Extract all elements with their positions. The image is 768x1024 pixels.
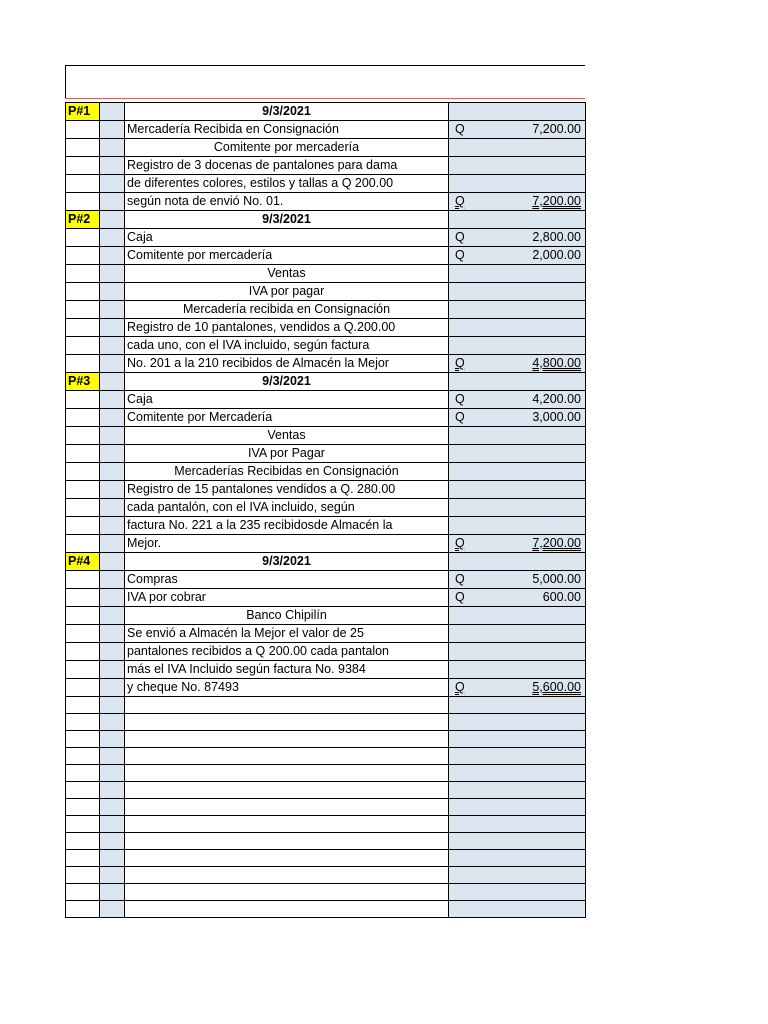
- description-cell[interactable]: cada uno, con el IVA incluido, según factura: [125, 337, 449, 355]
- table-row: [66, 589, 586, 607]
- blank-cell[interactable]: [100, 661, 125, 679]
- amount-cell[interactable]: [449, 731, 586, 748]
- amount-cell[interactable]: [449, 319, 586, 337]
- description-cell[interactable]: [125, 731, 449, 748]
- header-area: [65, 65, 585, 99]
- description-cell[interactable]: [125, 884, 449, 901]
- table-row: [66, 714, 586, 731]
- description-cell[interactable]: [125, 748, 449, 765]
- table-row: [66, 643, 586, 661]
- amount-cell[interactable]: [449, 445, 586, 463]
- journal-body: [66, 103, 586, 918]
- amount-value: [451, 121, 583, 138]
- blank-cell[interactable]: [100, 901, 125, 918]
- amount-value: [451, 355, 583, 372]
- description-cell[interactable]: Banco Chipilín: [125, 607, 449, 625]
- description-cell[interactable]: IVA por cobrar: [125, 589, 449, 607]
- amount-cell[interactable]: [449, 679, 586, 697]
- amount-cell[interactable]: [449, 301, 586, 319]
- amount-cell[interactable]: [449, 121, 586, 139]
- table-row: [66, 373, 586, 391]
- entry-number-cell[interactable]: [66, 661, 100, 679]
- amount-cell[interactable]: [449, 833, 586, 850]
- description-cell[interactable]: [125, 867, 449, 884]
- amount-cell[interactable]: [449, 867, 586, 884]
- amount-cell[interactable]: [449, 157, 586, 175]
- description-cell[interactable]: [125, 765, 449, 782]
- amount-number: 7,200.00: [532, 122, 581, 136]
- blank-cell[interactable]: [100, 175, 125, 193]
- entry-number-cell[interactable]: [66, 139, 100, 157]
- entry-number-cell[interactable]: [66, 679, 100, 697]
- table-row: [66, 427, 586, 445]
- currency-symbol: Q: [455, 590, 465, 604]
- entry-number-cell[interactable]: [66, 850, 100, 867]
- table-row: [66, 607, 586, 625]
- table-row: [66, 229, 586, 247]
- table-row: [66, 139, 586, 157]
- blank-cell[interactable]: [100, 319, 125, 337]
- entry-number-cell[interactable]: [66, 748, 100, 765]
- amount-cell[interactable]: [449, 643, 586, 661]
- description-cell[interactable]: Registro de 10 pantalones, vendidos a Q.200.00: [125, 319, 449, 337]
- entry-number-cell[interactable]: [66, 697, 100, 714]
- currency-symbol: Q: [455, 572, 465, 586]
- table-row: [66, 265, 586, 283]
- entry-number-cell[interactable]: [66, 867, 100, 884]
- description-cell[interactable]: 9/3/2021: [125, 553, 449, 571]
- table-row: [66, 409, 586, 427]
- amount-cell[interactable]: [449, 463, 586, 481]
- amount-value: [451, 679, 583, 696]
- amount-value: [451, 589, 583, 606]
- header-divider: [65, 98, 585, 99]
- description-cell[interactable]: [125, 782, 449, 799]
- description-cell[interactable]: de diferentes colores, estilos y tallas a Q 200.00: [125, 175, 449, 193]
- blank-cell[interactable]: [100, 714, 125, 731]
- amount-cell[interactable]: [449, 229, 586, 247]
- entry-number-cell[interactable]: [66, 517, 100, 535]
- amount-cell[interactable]: [449, 661, 586, 679]
- description-cell[interactable]: Mercadería Recibida en Consignación: [125, 121, 449, 139]
- description-cell[interactable]: No. 201 a la 210 recibidos de Almacén la Mejor: [125, 355, 449, 373]
- description-cell[interactable]: [125, 901, 449, 918]
- description-cell[interactable]: Mercaderías Recibidas en Consignación: [125, 463, 449, 481]
- table-row: [66, 247, 586, 265]
- table-row: [66, 850, 586, 867]
- table-row: [66, 731, 586, 748]
- entry-number-cell[interactable]: [66, 355, 100, 373]
- description-cell[interactable]: Registro de 15 pantalones vendidos a Q. 280.00: [125, 481, 449, 499]
- amount-number: 2,800.00: [532, 230, 581, 244]
- amount-value: [451, 391, 583, 408]
- description-cell[interactable]: Ventas: [125, 265, 449, 283]
- description-cell[interactable]: IVA por Pagar: [125, 445, 449, 463]
- description-cell[interactable]: Caja: [125, 391, 449, 409]
- blank-cell[interactable]: [100, 765, 125, 782]
- table-row: [66, 391, 586, 409]
- currency-symbol: Q: [455, 680, 465, 694]
- description-cell[interactable]: Compras: [125, 571, 449, 589]
- description-cell[interactable]: [125, 833, 449, 850]
- entry-number-cell[interactable]: [66, 265, 100, 283]
- entry-number-cell[interactable]: [66, 765, 100, 782]
- description-cell[interactable]: [125, 714, 449, 731]
- amount-cell[interactable]: [449, 427, 586, 445]
- blank-cell[interactable]: [100, 463, 125, 481]
- journal-table: [65, 102, 586, 918]
- blank-cell[interactable]: [100, 481, 125, 499]
- description-cell[interactable]: Comitente por mercadería: [125, 247, 449, 265]
- blank-cell[interactable]: [100, 643, 125, 661]
- amount-value: [451, 193, 583, 210]
- table-row: [66, 445, 586, 463]
- amount-cell[interactable]: [449, 714, 586, 731]
- description-cell[interactable]: y cheque No. 87493: [125, 679, 449, 697]
- blank-cell[interactable]: [100, 571, 125, 589]
- blank-cell[interactable]: [100, 833, 125, 850]
- entry-number-cell[interactable]: [66, 445, 100, 463]
- currency-symbol: Q: [455, 194, 465, 208]
- table-row: [66, 661, 586, 679]
- table-row: [66, 355, 586, 373]
- currency-symbol: Q: [455, 230, 465, 244]
- table-row: [66, 867, 586, 884]
- description-cell[interactable]: más el IVA Incluido según factura No. 9384: [125, 661, 449, 679]
- blank-cell[interactable]: [100, 337, 125, 355]
- description-cell[interactable]: Mejor.: [125, 535, 449, 553]
- entry-number-cell[interactable]: [66, 427, 100, 445]
- entry-number-cell[interactable]: [66, 571, 100, 589]
- currency-symbol: Q: [455, 410, 465, 424]
- blank-cell[interactable]: [100, 816, 125, 833]
- blank-cell[interactable]: [100, 427, 125, 445]
- blank-cell[interactable]: [100, 157, 125, 175]
- blank-cell[interactable]: [100, 499, 125, 517]
- entry-number-cell[interactable]: [66, 193, 100, 211]
- amount-cell[interactable]: [449, 625, 586, 643]
- description-cell[interactable]: cada pantalón, con el IVA incluido, según: [125, 499, 449, 517]
- table-row: [66, 571, 586, 589]
- amount-value: [451, 409, 583, 426]
- entry-number-cell[interactable]: [66, 121, 100, 139]
- description-cell[interactable]: Caja: [125, 229, 449, 247]
- blank-cell[interactable]: [100, 355, 125, 373]
- table-row: [66, 337, 586, 355]
- blank-cell[interactable]: [100, 625, 125, 643]
- amount-cell[interactable]: [449, 103, 586, 121]
- table-row: [66, 782, 586, 799]
- blank-cell[interactable]: [100, 867, 125, 884]
- description-cell[interactable]: IVA por pagar: [125, 283, 449, 301]
- description-cell[interactable]: [125, 697, 449, 714]
- currency-symbol: Q: [455, 536, 465, 550]
- description-cell[interactable]: factura No. 221 a la 235 recibidosde Almacén la: [125, 517, 449, 535]
- amount-number: 5,600.00: [532, 680, 581, 694]
- description-cell[interactable]: [125, 816, 449, 833]
- amount-cell[interactable]: [449, 901, 586, 918]
- blank-cell[interactable]: [100, 229, 125, 247]
- description-cell[interactable]: [125, 850, 449, 867]
- table-row: [66, 799, 586, 816]
- amount-cell[interactable]: [449, 499, 586, 517]
- description-cell[interactable]: [125, 799, 449, 816]
- entry-number-cell[interactable]: [66, 481, 100, 499]
- amount-number: 2,000.00: [532, 248, 581, 262]
- amount-cell[interactable]: [449, 373, 586, 391]
- entry-number-cell[interactable]: [66, 463, 100, 481]
- amount-cell[interactable]: [449, 884, 586, 901]
- amount-cell[interactable]: [449, 850, 586, 867]
- table-row: [66, 884, 586, 901]
- amount-cell[interactable]: [449, 816, 586, 833]
- entry-number-cell[interactable]: [66, 337, 100, 355]
- table-row: [66, 157, 586, 175]
- table-row: [66, 175, 586, 193]
- amount-cell[interactable]: [449, 337, 586, 355]
- table-row: [66, 193, 586, 211]
- table-row: [66, 283, 586, 301]
- table-row: [66, 319, 586, 337]
- description-cell[interactable]: Comitente por Mercadería: [125, 409, 449, 427]
- entry-number-cell[interactable]: [66, 319, 100, 337]
- entry-number-cell[interactable]: P#3: [66, 373, 100, 391]
- description-cell[interactable]: 9/3/2021: [125, 103, 449, 121]
- amount-number: 600.00: [542, 590, 581, 604]
- table-row: [66, 625, 586, 643]
- table-row: [66, 679, 586, 697]
- blank-cell[interactable]: [100, 553, 125, 571]
- entry-number-cell[interactable]: [66, 535, 100, 553]
- entry-number-cell[interactable]: [66, 884, 100, 901]
- blank-cell[interactable]: [100, 391, 125, 409]
- entry-number-cell[interactable]: P#1: [66, 103, 100, 121]
- table-row: [66, 535, 586, 553]
- blank-cell[interactable]: [100, 607, 125, 625]
- amount-value: [451, 571, 583, 588]
- blank-cell[interactable]: [100, 799, 125, 816]
- currency-symbol: Q: [455, 248, 465, 262]
- amount-cell[interactable]: [449, 175, 586, 193]
- entry-number-cell[interactable]: [66, 901, 100, 918]
- table-row: [66, 121, 586, 139]
- amount-cell[interactable]: [449, 391, 586, 409]
- description-cell[interactable]: Se envió a Almacén la Mejor el valor de 25: [125, 625, 449, 643]
- table-row: [66, 833, 586, 850]
- amount-number: 4,800.00: [532, 356, 581, 370]
- blank-cell[interactable]: [100, 697, 125, 714]
- entry-number-cell[interactable]: [66, 731, 100, 748]
- table-row: [66, 697, 586, 714]
- table-row: [66, 481, 586, 499]
- table-row: [66, 816, 586, 833]
- entry-number-cell[interactable]: [66, 816, 100, 833]
- entry-number-cell[interactable]: [66, 833, 100, 850]
- amount-cell[interactable]: [449, 211, 586, 229]
- entry-number-cell[interactable]: [66, 229, 100, 247]
- currency-symbol: Q: [455, 122, 465, 136]
- amount-cell[interactable]: [449, 409, 586, 427]
- blank-cell[interactable]: [100, 409, 125, 427]
- amount-cell[interactable]: [449, 247, 586, 265]
- entry-number-cell[interactable]: [66, 589, 100, 607]
- table-row: [66, 517, 586, 535]
- amount-cell[interactable]: [449, 481, 586, 499]
- entry-number-cell[interactable]: [66, 782, 100, 799]
- entry-number-cell[interactable]: [66, 607, 100, 625]
- table-row: [66, 211, 586, 229]
- blank-cell[interactable]: [100, 748, 125, 765]
- blank-cell[interactable]: [100, 103, 125, 121]
- blank-cell[interactable]: [100, 283, 125, 301]
- table-row: [66, 765, 586, 782]
- description-cell[interactable]: pantalones recibidos a Q 200.00 cada pantalon: [125, 643, 449, 661]
- description-cell[interactable]: Registro de 3 docenas de pantalones para dama: [125, 157, 449, 175]
- blank-cell[interactable]: [100, 139, 125, 157]
- amount-cell[interactable]: [449, 799, 586, 816]
- entry-number-cell[interactable]: [66, 625, 100, 643]
- entry-number-cell[interactable]: [66, 247, 100, 265]
- entry-number-cell[interactable]: [66, 714, 100, 731]
- table-row: [66, 901, 586, 918]
- table-row: [66, 553, 586, 571]
- entry-number-cell[interactable]: [66, 409, 100, 427]
- amount-cell[interactable]: [449, 553, 586, 571]
- blank-cell[interactable]: [100, 211, 125, 229]
- table-row: [66, 301, 586, 319]
- entry-number-cell[interactable]: [66, 301, 100, 319]
- amount-cell[interactable]: [449, 193, 586, 211]
- description-cell[interactable]: Comitente por mercadería: [125, 139, 449, 157]
- entry-number-cell[interactable]: [66, 157, 100, 175]
- amount-cell[interactable]: [449, 355, 586, 373]
- amount-cell[interactable]: [449, 517, 586, 535]
- amount-cell[interactable]: [449, 571, 586, 589]
- entry-number-cell[interactable]: P#2: [66, 211, 100, 229]
- entry-number-cell[interactable]: [66, 391, 100, 409]
- description-cell[interactable]: Ventas: [125, 427, 449, 445]
- amount-cell[interactable]: [449, 283, 586, 301]
- description-cell[interactable]: 9/3/2021: [125, 211, 449, 229]
- blank-cell[interactable]: [100, 193, 125, 211]
- blank-cell[interactable]: [100, 445, 125, 463]
- amount-cell[interactable]: [449, 535, 586, 553]
- blank-cell[interactable]: [100, 535, 125, 553]
- blank-cell[interactable]: [100, 247, 125, 265]
- amount-number: 5,000.00: [532, 572, 581, 586]
- table-row: [66, 463, 586, 481]
- entry-number-cell[interactable]: [66, 499, 100, 517]
- entry-number-cell[interactable]: [66, 283, 100, 301]
- amount-cell[interactable]: [449, 765, 586, 782]
- blank-cell[interactable]: [100, 850, 125, 867]
- amount-number: 3,000.00: [532, 410, 581, 424]
- blank-cell[interactable]: [100, 782, 125, 799]
- amount-number: 7,200.00: [532, 194, 581, 208]
- blank-cell[interactable]: [100, 265, 125, 283]
- amount-number: 4,200.00: [532, 392, 581, 406]
- blank-cell[interactable]: [100, 679, 125, 697]
- entry-number-cell[interactable]: [66, 643, 100, 661]
- amount-cell[interactable]: [449, 265, 586, 283]
- amount-value: [451, 535, 583, 552]
- description-cell[interactable]: 9/3/2021: [125, 373, 449, 391]
- blank-cell[interactable]: [100, 731, 125, 748]
- blank-cell[interactable]: [100, 517, 125, 535]
- amount-cell[interactable]: [449, 697, 586, 714]
- amount-cell[interactable]: [449, 607, 586, 625]
- table-row: [66, 748, 586, 765]
- blank-cell[interactable]: [100, 301, 125, 319]
- amount-value: [451, 247, 583, 264]
- amount-value: [451, 229, 583, 246]
- description-cell[interactable]: Mercadería recibida en Consignación: [125, 301, 449, 319]
- entry-number-cell[interactable]: [66, 799, 100, 816]
- table-row: [66, 103, 586, 121]
- blank-cell[interactable]: [100, 373, 125, 391]
- amount-cell[interactable]: [449, 782, 586, 799]
- currency-symbol: Q: [455, 392, 465, 406]
- entry-number-cell[interactable]: P#4: [66, 553, 100, 571]
- amount-number: 7,200.00: [532, 536, 581, 550]
- blank-cell[interactable]: [100, 121, 125, 139]
- blank-cell[interactable]: [100, 884, 125, 901]
- entry-number-cell[interactable]: [66, 175, 100, 193]
- currency-symbol: Q: [455, 356, 465, 370]
- blank-cell[interactable]: [100, 589, 125, 607]
- table-row: [66, 499, 586, 517]
- amount-cell[interactable]: [449, 589, 586, 607]
- description-cell[interactable]: según nota de envió No. 01.: [125, 193, 449, 211]
- amount-cell[interactable]: [449, 139, 586, 157]
- amount-cell[interactable]: [449, 748, 586, 765]
